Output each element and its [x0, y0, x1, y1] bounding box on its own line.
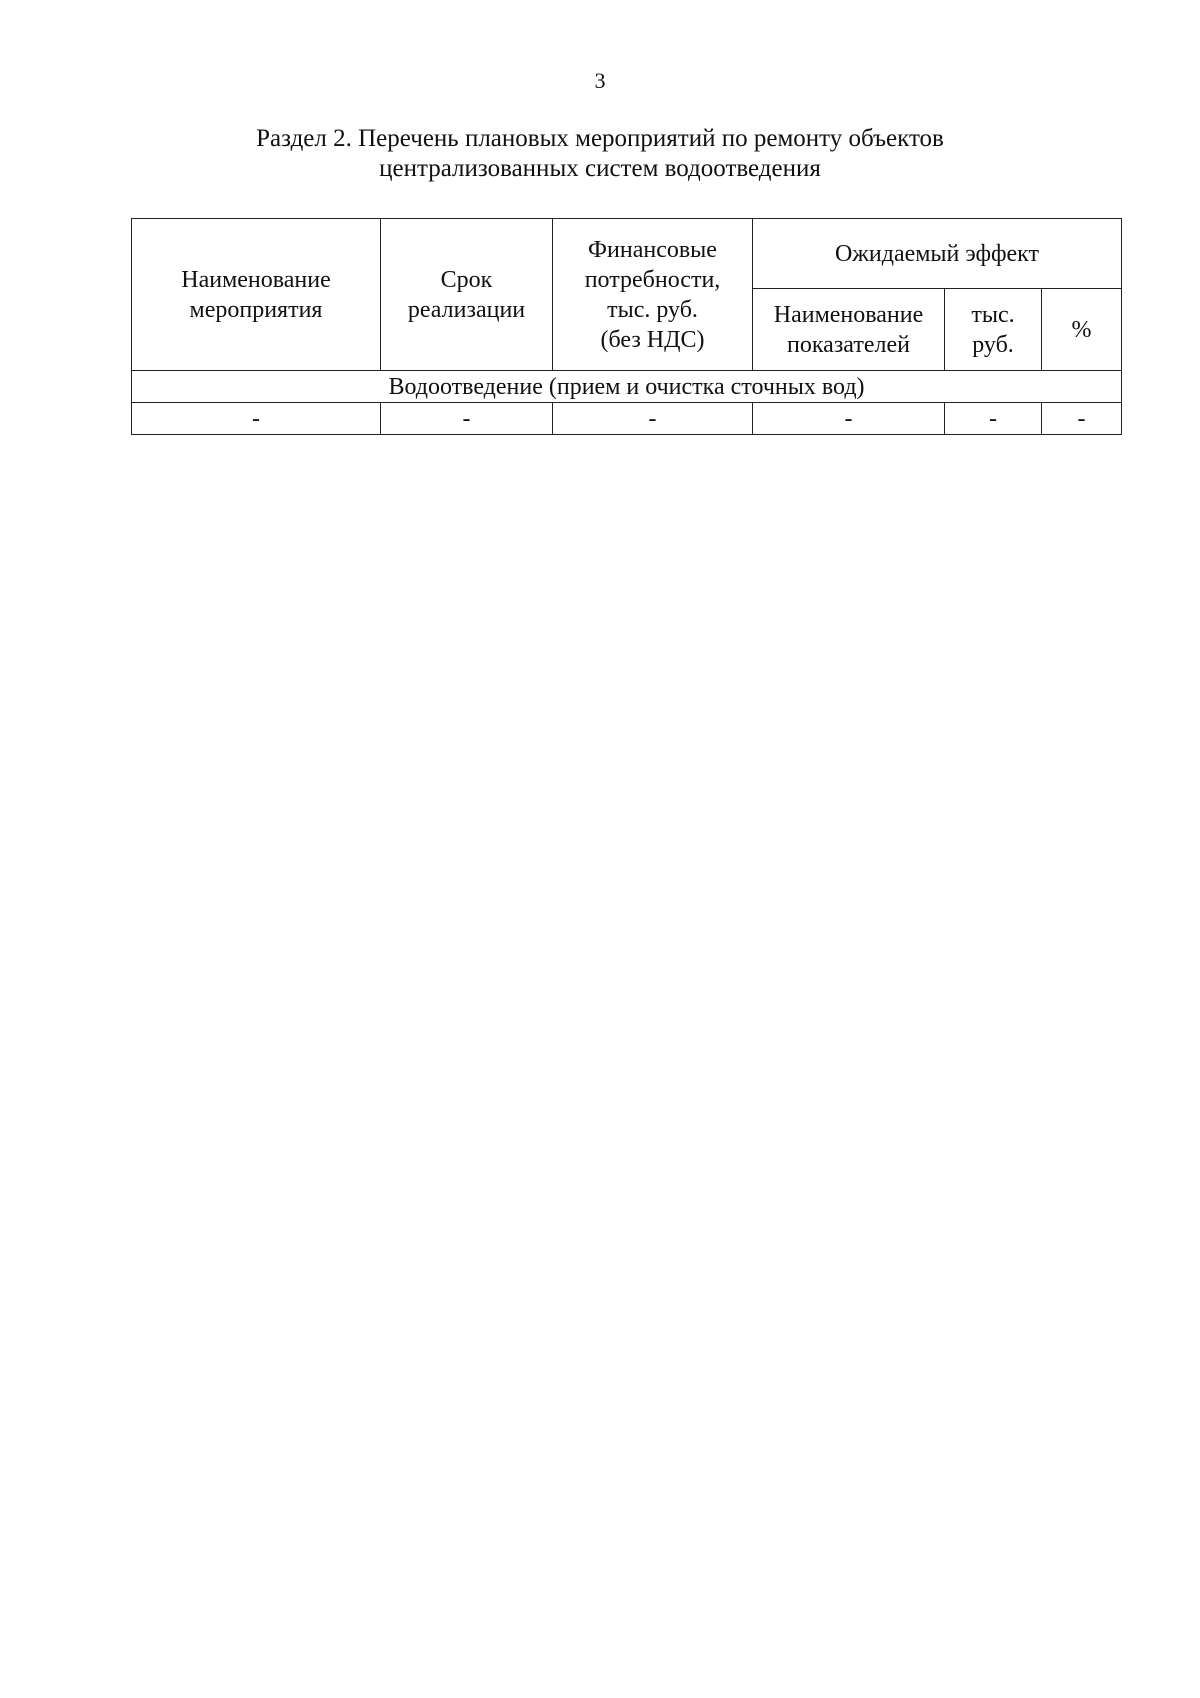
header-financial-needs-line-4: (без НДС): [600, 326, 705, 353]
header-financial-needs-line-3: тыс. руб.: [607, 296, 698, 323]
table-cell: -: [945, 403, 1042, 435]
section-row: [132, 371, 1122, 403]
header-expected-effect: Ожидаемый эффект: [753, 219, 1122, 289]
header-thousand-rubles: [945, 289, 1042, 371]
table-cell: -: [753, 403, 945, 435]
planned-measures-table: [131, 218, 1122, 435]
header-implementation-period-line-2: реализации: [407, 296, 526, 323]
header-thousand-rubles-line-1: тыс.: [971, 301, 1015, 328]
page-number: 3: [594, 68, 606, 93]
section-title-line-2: централизованных систем водоотведения: [379, 155, 821, 182]
header-measure-name-line-1: Наименование: [181, 266, 331, 293]
table-cell: -: [553, 403, 753, 435]
section-title: [0, 124, 1200, 184]
table-cell: -: [1042, 403, 1122, 435]
header-percent: %: [1042, 289, 1122, 371]
table-cell: -: [381, 403, 553, 435]
header-implementation-period-line-1: Срок: [440, 266, 493, 293]
header-indicator-name-line-1: Наименование: [773, 301, 924, 328]
header-implementation-period: [381, 219, 553, 371]
header-indicator-name-line-2: показателей: [787, 331, 910, 358]
header-measure-name-line-2: мероприятия: [189, 296, 323, 323]
header-indicator-name: [753, 289, 945, 371]
section-row-label: Водоотведение (прием и очистка сточных вод): [132, 371, 1122, 403]
table-cell: -: [132, 403, 381, 435]
header-financial-needs-line-1: Финансовые: [588, 236, 717, 263]
header-financial-needs: [553, 219, 753, 371]
header-measure-name: [132, 219, 381, 371]
header-financial-needs-line-2: потребности,: [584, 266, 721, 293]
header-thousand-rubles-line-2: руб.: [972, 331, 1014, 358]
table-row: [132, 403, 1122, 435]
section-title-line-1: Раздел 2. Перечень плановых мероприятий по ремонту объектов: [256, 125, 944, 152]
header-row-1: [132, 219, 1122, 289]
